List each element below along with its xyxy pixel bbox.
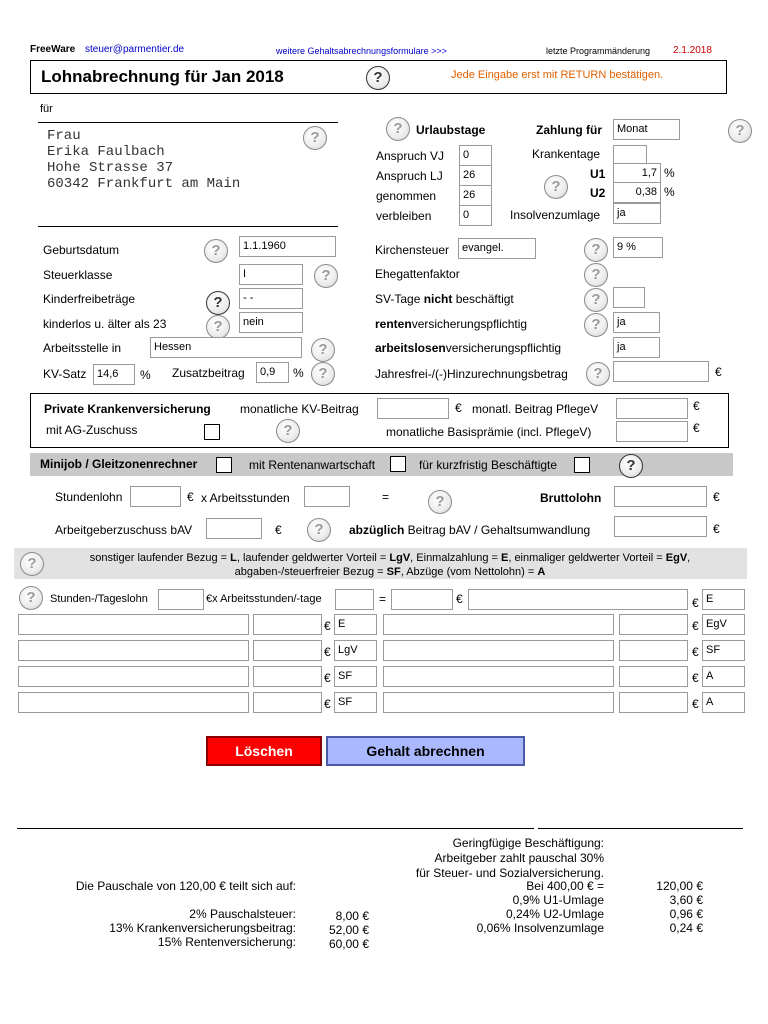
kirchensteuer-label: Kirchensteuer [375,243,450,257]
abzueglich-label [349,523,590,537]
abzueglich-rest: Beitrag bAV / Gehaltsumwandlung [404,523,591,537]
u2-label: U2 [590,186,606,200]
item-desc-input[interactable] [383,614,614,635]
bruttolohn-euro: € [713,490,720,504]
u1-label: U1 [590,167,606,181]
item-type-input[interactable]: SF [702,640,745,661]
bezug-text: , Abzüge (vom Nettolohn) = [400,566,538,578]
item-desc-input[interactable] [18,692,249,713]
address-help-icon[interactable]: ? [303,126,327,150]
u2-input[interactable]: 0,38 [613,182,661,203]
bruttolohn-input[interactable] [614,486,707,507]
steuerklasse-help-icon[interactable]: ? [314,264,338,288]
jahresfrei-label: Jahresfrei-/(-)Hinzurechnungsbetrag [375,367,568,381]
geburtsdatum-input[interactable]: 1.1.1960 [239,236,336,257]
renten-bold: renten [375,317,412,331]
anspruch-vj-input[interactable]: 0 [459,145,492,166]
hours-amount-euro: € [692,596,699,610]
kinderlos-label: kinderlos u. älter als 23 [43,317,167,331]
info-right-label: Bei 400,00 € = [526,879,604,893]
jahresfrei-help-icon[interactable]: ? [586,362,610,386]
anspruch-lj-input[interactable]: 26 [459,165,492,186]
arbeitsstunden-input[interactable] [304,486,350,507]
anspruch-lj-label: Anspruch LJ [376,169,443,183]
renten-input[interactable]: ja [613,312,660,333]
info-right-value: 120,00 € [656,879,703,893]
insolvenz-label: Insolvenzumlage [510,208,601,222]
item-amount-input[interactable] [619,666,688,687]
hours-result-input[interactable] [391,589,453,610]
minijob-kurzfristig-checkbox[interactable] [574,457,590,473]
zusatzbeitrag-unit: % [293,366,304,380]
steuerklasse-label: Steuerklasse [43,268,113,282]
item-desc-input[interactable] [383,666,614,687]
info-header-line: Arbeitgeber zahlt pauschal 30% [434,851,604,865]
zusatzbeitrag-help-icon[interactable]: ? [311,362,335,386]
kinderlos-help-icon[interactable]: ? [206,315,230,339]
item-type-input[interactable]: A [702,692,745,713]
stunden-tageslohn-label: Stunden-/Tageslohn [50,593,148,605]
last-change-label: letzte Programmänderung [546,46,651,56]
bezug-code: L [230,552,237,564]
krankentage-label: Krankentage [532,147,601,161]
kinderfreibetraege-label: Kinderfreibeträge [43,292,136,306]
more-forms-link[interactable]: weitere Gehaltsabrechnungsformulare >>> [276,46,447,56]
hours-result-euro: € [456,592,463,606]
minijob-title: Minijob / Gleitzonenrechner [40,457,198,471]
item-amount-input[interactable] [253,640,322,661]
pkv-kv-beitrag-label: monatliche KV-Beitrag [240,402,359,416]
hours-equals: = [379,592,387,606]
sv-tage-bold: nicht [423,292,453,306]
geburtsdatum-help-icon[interactable]: ? [204,239,228,263]
genommen-input[interactable]: 26 [459,185,492,206]
insolvenz-input[interactable]: ja [613,203,661,224]
u1-unit: % [664,166,675,180]
abzueglich-bold: abzüglich [349,523,405,537]
item-euro: € [324,697,331,711]
pauschale-intro: Die Pauschale von 120,00 € teilt sich auf: [75,879,296,893]
bav-help-icon[interactable]: ? [307,518,331,542]
help-icon[interactable]: ? [366,66,390,90]
pkv-help-icon[interactable]: ? [276,419,300,443]
zahlung-help-icon[interactable]: ? [728,119,752,143]
kv-satz-input[interactable]: 14,6 [93,364,135,385]
zahlung-input[interactable]: Monat [613,119,680,140]
minijob-renten-checkbox[interactable] [390,456,406,472]
gehalt-abrechnen-button[interactable]: Gehalt abrechnen [326,736,525,766]
info-left-line [17,828,534,829]
geburtsdatum-label: Geburtsdatum [43,243,120,257]
renten-rest: versicherungspflichtig [411,317,528,331]
jahresfrei-input[interactable] [613,361,709,382]
stunden-tage-input[interactable] [335,589,374,610]
bezug-code: SF [386,566,401,578]
bav-euro: € [275,523,282,537]
arbeitsstelle-input[interactable]: Hessen [150,337,302,358]
abzueglich-input[interactable] [614,516,707,537]
equals-sign: = [382,490,390,504]
renten-help-icon[interactable]: ? [584,313,608,337]
address-top-line [38,122,338,123]
x-arbeitsstunden-label: x Arbeitsstunden [201,491,290,505]
zusatzbeitrag-label: Zusatzbeitrag [172,366,245,380]
stundenlohn-input[interactable] [130,486,181,507]
item-type-input[interactable]: A [702,666,745,687]
item-desc-input[interactable] [383,640,614,661]
minijob-checkbox[interactable] [216,457,232,473]
ehegatten-label: Ehegattenfaktor [375,267,460,281]
alv-rest: versicherungspflichtig [445,341,562,355]
kirchensteuer-input[interactable]: evangel. [458,238,536,259]
minijob-info-header [380,836,604,881]
address-label: für [40,103,53,115]
item-euro: € [692,697,699,711]
minijob-kurzfristig-label: für kurzfristig Beschäftigte [419,458,558,472]
anspruch-vj-label: Anspruch VJ [376,149,445,163]
item-amount-input[interactable] [253,692,322,713]
u1-input[interactable]: 1,7 [613,163,661,184]
zahlung-label: Zahlung für [536,123,602,137]
bav-input[interactable] [206,518,262,539]
ehegatten-help-icon[interactable]: ? [584,263,608,287]
pkv-basis-input[interactable] [616,421,688,442]
pkv-ag-zuschuss-checkbox[interactable] [204,424,220,440]
info-left-label: 2% Pauschalsteuer: [189,907,296,921]
stundenlohn-euro: € [187,490,194,504]
email-link[interactable]: steuer@parmentier.de [85,44,185,55]
u2-unit: % [664,185,675,199]
alv-bold: arbeitslosen [375,341,446,355]
return-hint: Jede Eingabe erst mit RETURN bestätigen. [451,69,664,81]
item-euro: € [692,671,699,685]
bezug-text: , [687,552,691,564]
info-left-label: 15% Rentenversicherung: [157,935,296,949]
item-type-input[interactable]: E [334,614,377,635]
bezug-code: EgV [665,552,688,564]
pkv-kv-euro: € [455,401,462,415]
pkv-basis-euro: € [693,421,700,435]
item-type-input[interactable]: EgV [702,614,745,635]
kirchensteuer-help-icon[interactable]: ? [584,238,608,262]
pkv-pflege-input[interactable] [616,398,688,419]
item-desc-input[interactable] [18,640,249,661]
info-right-label: 0,9% U1-Umlage [512,893,604,907]
sv-tage-pre: SV-Tage [375,292,424,306]
pkv-ag-zuschuss-label: mit AG-Zuschuss [46,423,138,437]
pkv-pflege-label: monatl. Beitrag PflegeV [472,402,599,416]
item-amount-input[interactable] [253,666,322,687]
kinderlos-input[interactable]: nein [239,312,303,333]
kinderfreibetraege-help-icon[interactable]: ? [206,291,230,315]
steuerklasse-input[interactable]: I [239,264,303,285]
address-text[interactable]: Frau Erika Faulbach Hohe Strasse 37 60342 Frankfurt am Main [47,128,241,192]
hours-type-input[interactable]: E [702,589,745,610]
alv-input[interactable]: ja [613,337,660,358]
bezug-text: , einmaliger geldwerter Vorteil = [508,552,666,564]
bezug-note-line1 [50,552,730,564]
item-type-input[interactable]: LgV [334,640,377,661]
hours-euro: € [206,593,213,605]
info-left-value: 8,00 € [335,909,369,923]
sv-tage-help-icon[interactable]: ? [584,288,608,312]
bezug-code: LgV [389,552,411,564]
loeschen-button[interactable]: Löschen [206,736,322,766]
info-right-label: 0,24% U2-Umlage [505,907,604,921]
bezug-text: , laufender geldwerter Vorteil = [236,552,390,564]
info-right-value: 3,60 € [669,893,703,907]
bruttolohn-help-icon[interactable]: ? [428,490,452,514]
sv-tage-input[interactable] [613,287,645,308]
bezug-note-line2 [50,566,730,578]
item-euro: € [692,645,699,659]
item-amount-input[interactable] [253,614,322,635]
item-type-input[interactable]: SF [334,692,377,713]
item-amount-input[interactable] [619,640,688,661]
info-right-value: 0,24 € [669,921,703,935]
bezug-text: sonstiger laufender Bezug = [89,552,231,564]
bezug-code: A [537,566,546,578]
vacation-help-icon[interactable]: ? [386,117,410,141]
pkv-pflege-euro: € [693,399,700,413]
arbeitsstelle-label: Arbeitsstelle in [43,341,122,355]
page-title: Lohnabrechnung für Jan 2018 [41,67,284,86]
arbeitsstelle-help-icon[interactable]: ? [311,338,335,362]
verbleiben-label: verbleiben [376,209,432,223]
kirchensteuer-satz-input[interactable]: 9 % [613,237,663,258]
zusatzbeitrag-input[interactable]: 0,9 [256,362,289,383]
minijob-help-icon[interactable]: ? [619,454,643,478]
item-euro: € [324,671,331,685]
stunden-tageslohn-input[interactable] [158,589,204,610]
item-desc-input[interactable] [18,614,249,635]
kv-satz-label: KV-Satz [43,367,87,381]
item-desc-input[interactable] [383,692,614,713]
kv-satz-unit: % [140,368,151,382]
stunden-x-label [206,593,322,605]
bruttolohn-label: Bruttolohn [540,491,602,505]
sv-tage-label [375,292,514,306]
hours-desc-input[interactable] [468,589,688,610]
abzueglich-euro: € [713,522,720,536]
bav-label: Arbeitgeberzuschuss bAV [55,523,193,537]
verbleiben-input[interactable]: 0 [459,205,492,226]
sv-tage-post: beschäftigt [452,292,514,306]
item-desc-input[interactable] [18,666,249,687]
bezug-text: abgaben-/steuerfreier Bezug = [234,566,387,578]
alv-label [375,341,561,355]
pkv-basis-label: monatliche Basisprämie (incl. PflegeV) [386,425,592,439]
info-right-value: 0,96 € [669,907,703,921]
hours-x-text: x Arbeitsstunden/-tage [212,593,322,605]
bezug-text: , Einmalzahlung = [410,552,501,564]
last-change-date: 2.1.2018 [673,45,712,56]
info-header-line: Geringfügige Beschäftigung: [452,836,604,850]
info-left-value: 60,00 € [328,937,369,951]
info-left-value: 52,00 € [328,923,369,937]
info-right-line [538,828,743,829]
freeware-label: FreeWare [30,44,76,55]
jahresfrei-euro: € [715,365,722,379]
info-left-label: 13% Krankenversicherungsbeitrag: [109,921,296,935]
pkv-kv-beitrag-input[interactable] [377,398,449,419]
address-bottom-line [38,226,338,227]
stundenlohn-label: Stundenlohn [55,490,123,504]
minijob-renten-label: mit Rentenanwartschaft [249,458,376,472]
umlage-help-icon[interactable]: ? [544,175,568,199]
info-header-line: für Steuer- und Sozialversicherung. [415,866,604,880]
stunden-help-icon[interactable]: ? [19,586,43,610]
item-euro: € [324,645,331,659]
item-amount-input[interactable] [619,614,688,635]
bezug-code: E [500,552,509,564]
item-amount-input[interactable] [619,692,688,713]
info-right-label: 0,06% Insolvenzumlage [476,921,604,935]
vacation-title: Urlaubstage [416,123,486,137]
pkv-title: Private Krankenversicherung [44,402,211,416]
genommen-label: genommen [376,189,437,203]
item-type-input[interactable]: SF [334,666,377,687]
bezug-help-icon[interactable]: ? [20,552,44,576]
item-euro: € [692,619,699,633]
kinderfreibetraege-input[interactable]: - - [239,288,303,309]
item-euro: € [324,619,331,633]
renten-label [375,317,527,331]
